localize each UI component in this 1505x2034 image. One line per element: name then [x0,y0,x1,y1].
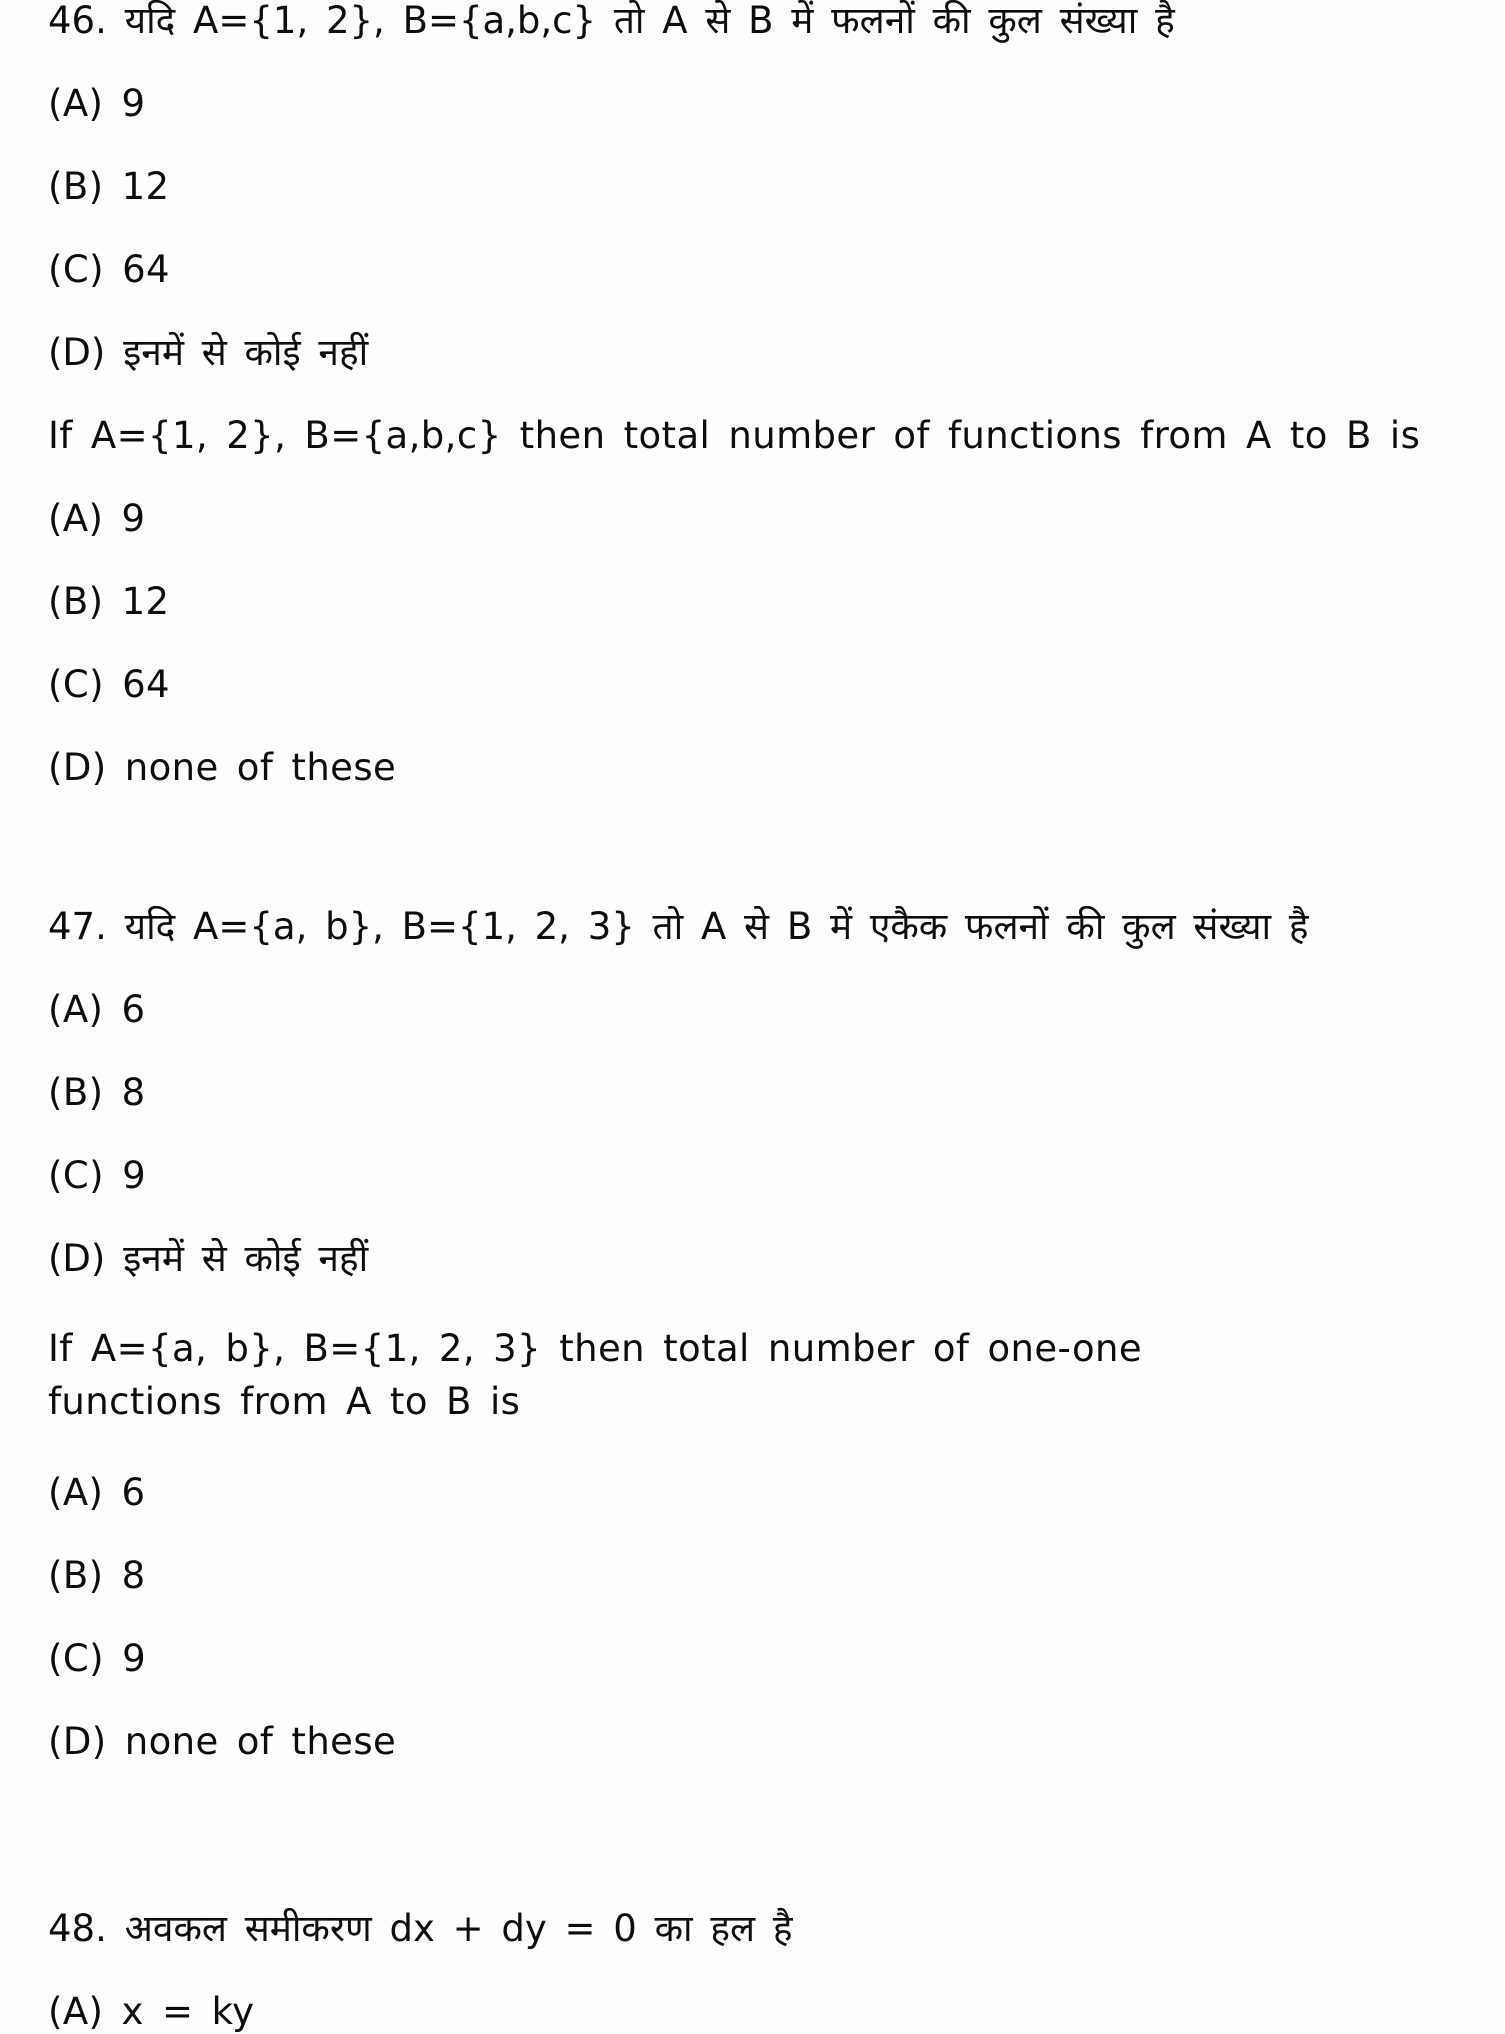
question-46-option-b-hindi[interactable]: (B) 12 [48,165,170,208]
question-separator-47-48 [48,1806,1465,1910]
question-46-option-a-english[interactable]: (A) 9 [48,497,146,540]
question-separator-46-47 [48,832,1465,908]
question-46-option-d-hindi[interactable]: (D) इनमें से कोई नहीं [48,331,369,374]
question-paper-content [48,2,1465,2034]
question-47-option-d-hindi[interactable]: (D) इनमें से कोई नहीं [48,1237,369,1280]
question-47-option-a-hindi[interactable]: (A) 6 [48,988,146,1031]
question-47-option-c-hindi[interactable]: (C) 9 [48,1154,147,1197]
question-47-option-d-english[interactable]: (D) none of these [48,1720,397,1764]
question-48-option-a-hindi[interactable]: (A) x = ky [48,1990,255,2034]
question-47-option-b-english[interactable]: (B) 8 [48,1554,146,1598]
question-47-stem-hindi: 47. यदि A={a, b}, B={1, 2, 3} तो A से B में एकैक फलनों की कुल संख्या है [48,905,1309,948]
question-46-option-c-hindi[interactable]: (C) 64 [48,248,170,291]
question-46-option-b-english[interactable]: (B) 12 [48,580,170,623]
question-46-option-a-hindi[interactable]: (A) 9 [48,82,146,125]
question-47-stem-english: If A={a, b}, B={1, 2, 3} then total number of one-one functions from A to B is [48,1327,1161,1423]
question-block-48 [48,1907,1465,2034]
question-46-stem-hindi: 46. यदि A={1, 2}, B={a,b,c} तो A से B में फलनों की कुल संख्या है [48,0,1175,42]
question-47-option-c-english[interactable]: (C) 9 [48,1637,147,1681]
question-block-46 [48,0,1465,789]
question-48-stem-hindi: 48. अवकल समीकरण dx + dy = 0 का हल है [48,1907,793,1951]
question-46-option-d-english[interactable]: (D) none of these [48,746,397,789]
question-46-option-c-english[interactable]: (C) 64 [48,663,170,706]
question-block-47 [48,905,1465,1764]
question-46-stem-english: If A={1, 2}, B={a,b,c} then total number of functions from A to B is [48,414,1421,457]
question-47-option-a-english[interactable]: (A) 6 [48,1471,146,1515]
question-47-option-b-hindi[interactable]: (B) 8 [48,1071,146,1114]
